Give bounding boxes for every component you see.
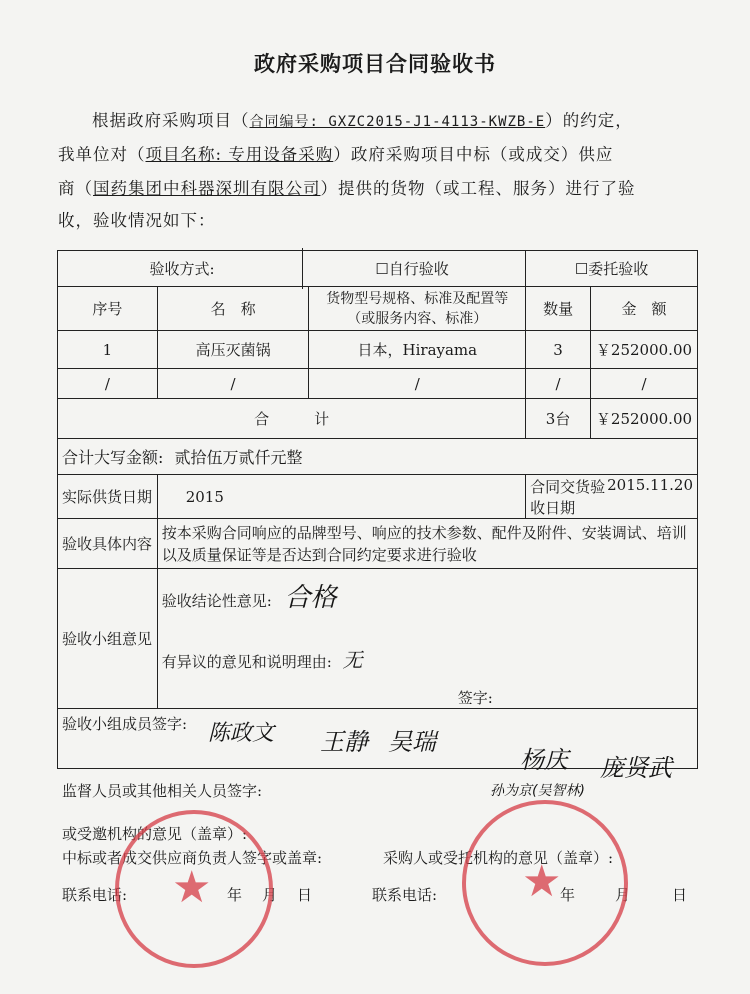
supply-date-label: 实际供货日期 — [58, 475, 158, 519]
sign-label: 签字: — [457, 689, 493, 707]
month-label: 月 — [262, 886, 278, 904]
delivery-date: 2015.11.20 — [607, 475, 693, 494]
document-title: 政府采购项目合同验收书 — [254, 51, 496, 76]
intro-line-3 — [58, 174, 698, 204]
member-signature: 杨庆 — [520, 746, 568, 774]
row-amount: ￥252000.00 — [590, 331, 697, 369]
delivery-label: 合同交货验收日期 — [530, 477, 606, 517]
member-signature: 吴瑞 — [388, 728, 436, 756]
header-spec: 货物型号规格、标准及配置等（或服务内容、标准） — [309, 287, 526, 331]
star-icon: ★ — [522, 856, 562, 907]
extra-signature: 孙为京(吴智林) — [490, 783, 585, 799]
group-label: 验收小组意见 — [58, 569, 158, 709]
conclusion-value: 合格 — [284, 583, 337, 613]
intro-text: ）政府采购项目中标（或成交）供应 — [333, 145, 614, 164]
hospital-seal — [462, 800, 631, 966]
intro-text: ）的约定， — [545, 111, 633, 130]
content-text: 按本采购合同响应的品牌型号、响应的技术参数、配件及附件、安装调试、培训以及质量保证等是否达到合同约定要求进行验收 — [157, 519, 697, 569]
delivery-cell — [526, 475, 698, 519]
supplier-sign-label: 中标或者成交供应商负责人签字或盖章: — [62, 849, 323, 867]
group-opinion-cell — [157, 569, 697, 709]
supply-date: 2015 — [157, 475, 525, 519]
row-spec: 日本，Hirayama — [309, 331, 526, 369]
capital-value: 贰拾伍万贰仟元整 — [174, 448, 303, 467]
row-amount: / — [590, 369, 697, 399]
header-qty: 数量 — [526, 287, 591, 331]
contact-label-1: 联系电话: — [62, 886, 128, 904]
contract-number: 合同编号: GXZC2015-J1-4113-KWZB-E — [249, 114, 546, 130]
objection-label: 有异议的意见和说明理由: — [161, 653, 332, 671]
method-label: 验收方式: ☐自行验收 — [58, 251, 526, 287]
row-name: 高压灭菌锅 — [157, 331, 309, 369]
total-qty: 3台 — [526, 399, 591, 439]
purchaser-sign-label: 采购人或受托机构的意见（盖章）: — [383, 849, 614, 867]
intro-line-1 — [58, 106, 698, 137]
project-name: 项目名称: 专用设备采购 — [145, 145, 334, 164]
row-no: / — [58, 369, 158, 399]
acceptance-table — [57, 250, 698, 769]
intro-text: ）提供的货物（或工程、服务）进行了验 — [320, 179, 636, 198]
invited-label: 或受邀机构的意见（盖章）: — [62, 825, 248, 843]
capital-amount-row — [58, 439, 698, 475]
row-spec: / — [309, 369, 526, 399]
supervise-label: 监督人员或其他相关人员签字: — [62, 782, 263, 800]
table-row — [58, 369, 698, 399]
member-signature: 陈政文 — [208, 721, 275, 746]
contact-label-2: 联系电话: — [372, 886, 438, 904]
supplier-seal — [115, 810, 273, 968]
intro-text: 商（ — [58, 179, 93, 198]
intro-text: 根据政府采购项目（ — [92, 111, 250, 130]
row-qty: 3 — [526, 331, 591, 369]
intro-line-2 — [58, 140, 698, 170]
year-label: 年 — [560, 886, 576, 904]
intro-text: 我单位对（ — [58, 145, 146, 164]
method-self-checkbox: ☐自行验收 — [302, 248, 521, 289]
supplier-name: 国药集团中科器深圳有限公司 — [93, 179, 321, 198]
day-label: 日 — [297, 886, 313, 904]
header-no: 序号 — [58, 287, 158, 331]
table-row — [58, 331, 698, 369]
method-entrust-checkbox: ☐委托验收 — [526, 251, 698, 287]
header-amount: 金 额 — [590, 287, 697, 331]
row-qty: / — [526, 369, 591, 399]
star-icon: ★ — [172, 862, 212, 913]
year-label: 年 — [227, 886, 243, 904]
row-name: / — [157, 369, 309, 399]
capital-label: 合计大写金额: — [62, 448, 164, 467]
intro-line-4: 收，验收情况如下： — [58, 211, 216, 230]
member-signature: 王静 — [320, 728, 368, 756]
total-label: 合 计 — [58, 399, 526, 439]
member-signature: 庞贤武 — [600, 754, 672, 782]
day-label: 日 — [672, 886, 688, 904]
row-no: 1 — [58, 331, 158, 369]
objection-value: 无 — [342, 648, 363, 672]
header-name: 名 称 — [157, 287, 309, 331]
members-label: 验收小组成员签字: — [62, 715, 188, 733]
content-label: 验收具体内容 — [58, 519, 158, 569]
total-amount: ￥252000.00 — [590, 399, 697, 439]
month-label: 月 — [615, 886, 631, 904]
conclusion-label: 验收结论性意见: — [161, 592, 272, 610]
